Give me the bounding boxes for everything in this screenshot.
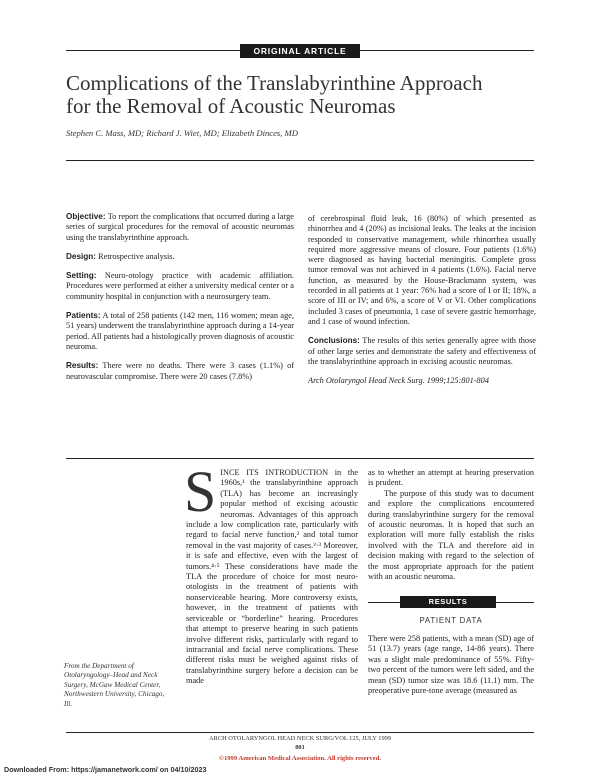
design-label: Design: <box>66 251 97 261</box>
setting-label: Setting: <box>66 271 97 281</box>
conclusions-label: Conclusions: <box>308 336 360 346</box>
patient-data-heading: PATIENT DATA <box>419 616 483 625</box>
page-number: 801 <box>295 744 305 751</box>
results-text-a: There were no deaths. There were 3 cases (1.1%) of neurovascular compromise. There were 20 cases (7.8%) <box>66 361 294 381</box>
author-affiliation: From the Department of Otolaryngology–Head and Neck Surgery, McGaw Medical Center, Northwestern University, Chicago, Ill. <box>64 662 165 708</box>
setting-text: Neuro-otology practice with academic affiliation. Procedures were performed at either a university medical center or a community hospital in conjunction with a neurosurgery team. <box>66 271 294 301</box>
design-text: Retrospective analysis. <box>98 251 175 261</box>
abstract-design <box>66 252 294 262</box>
copyright-notice: ©1999 American Medical Association. All rights reserved. <box>219 755 381 762</box>
abstract-right-column <box>308 214 536 395</box>
conclusions-text: The results of this series generally agree with those of other large series and demonstrate the safety and effectiveness of the translabyrinthine approach in excising acoustic neuromas. <box>308 336 536 366</box>
download-notice: Downloaded From: https://jamanetwork.com/ on 04/10/2023 <box>4 765 207 774</box>
citation: Arch Otolaryngol Head Neck Surg. 1999;125:801-804 <box>308 376 489 386</box>
objective-text: To report the complications that occurred during a large series of surgical procedures for the removal of acoustic neuromas using the translabyrinthine approach. <box>66 212 294 242</box>
intro-text: in the 1960s,¹ the translabyrinthine approach (TLA) has become an increasingly popular method of excising acoustic neuromas. Advantages of this approach include a low complication rate, particularly with regard to facial nerve function,² and total tumor removal in the vast majority of cases.²·³ Moreover, it is safe and effective, even with the largest of tumors.⁴·⁵ These considerations have made the TLA the procedure of choice for most neuro-otologists in the treatment of patients with nonserviceable hearing. More controversy exists, however, in the treatment of patients with serviceable or “borderline” hearing. Procedures that attempt to preserve hearing in such patients involve different risks, particularly with regard to intracranial and facial nerve complications. These different risks must be weighed against risks of translabyrinthine surgery before a decision can be made <box>186 468 358 686</box>
article-title <box>66 72 536 118</box>
title-line-1: Complications of the Translabyrinthine Approach <box>66 71 483 95</box>
abstract-rule <box>66 458 534 459</box>
patients-label: Patients: <box>66 311 101 321</box>
author-list: Stephen C. Mass, MD; Richard J. Wiet, MD; Elizabeth Dinces, MD <box>66 128 298 138</box>
body-column-1 <box>184 459 358 687</box>
patient-data-paragraph: There were 258 patients, with a mean (SD) age of 51 (13.7) years (age range, 14-86 years). There was a slight male predominance of 55%. Fifty-two percent of the tumors were left sided, and the mean (SD) tumor size was 18.6 (11.1) mm. The preoperative pure-tone average (measured as <box>368 634 534 696</box>
results-label: Results: <box>66 361 99 371</box>
col2-paragraph-1: as to whether an attempt at hearing preservation is prudent. <box>368 468 534 488</box>
patients-text: A total of 258 patients (142 men, 116 women; mean age, 51 years) underwent the translabyrinthine approach during a 14-year period. All patients had a histologically proven diagnosis of acoustic neuroma. <box>66 311 294 351</box>
results-continued: of cerebrospinal fluid leak, 16 (80%) of which presented as rhinorrhea and 4 (20%) as incisional leaks. The leaks at the incision responded to conservative management, while rhinorrhea usually required more aggressive means of closure. Four patients (1.6%) were diagnosed as having bacterial meningitis. Complete gross tumor removal was not achieved in 4 patients (1.6%). Facial nerve function, as measured by the House-Brackmann system, was recorded in all patients at 1 year: 76% had a score of I or II; 18%, a score of III or IV; and 6%, a score of V or VI. Other complications included 3 cases of pneumonia, 1 case of severe gastric hemorrhage, and 1 case of wound infection. <box>308 214 536 326</box>
objective-label: Objective: <box>66 212 106 221</box>
abstract-conclusions <box>308 336 536 367</box>
body-column-2-results <box>368 634 534 696</box>
results-heading: RESULTS <box>400 596 496 608</box>
intro-paragraph <box>184 459 358 687</box>
abstract-results <box>66 361 294 382</box>
footer-rule <box>66 732 534 733</box>
section-label: ORIGINAL ARTICLE <box>240 44 360 58</box>
abstract-left-column <box>66 212 294 391</box>
drop-cap: S <box>184 459 217 524</box>
abstract-objective <box>66 212 294 243</box>
title-line-2: for the Removal of Acoustic Neuromas <box>66 94 396 118</box>
journal-footer: ARCH OTOLARYNGOL HEAD NECK SURG/VOL 125, JULY 1999 <box>208 735 392 742</box>
abstract-patients <box>66 311 294 352</box>
body-column-2 <box>368 468 534 582</box>
col2-paragraph-2: The purpose of this study was to document and explore the complications encountered during translabyrinthine surgery for the removal of acoustic neuromas. It is hoped that such an exploration will more fully establish the risks involved with the TLA and therefore aid in decision making with regard to the selection of the most appropriate approach for the patient with an acoustic neuroma. <box>368 488 534 582</box>
intro-smallcaps: INCE ITS INTRODUCTION <box>220 468 329 477</box>
title-rule <box>66 160 534 161</box>
abstract-setting <box>66 271 294 302</box>
